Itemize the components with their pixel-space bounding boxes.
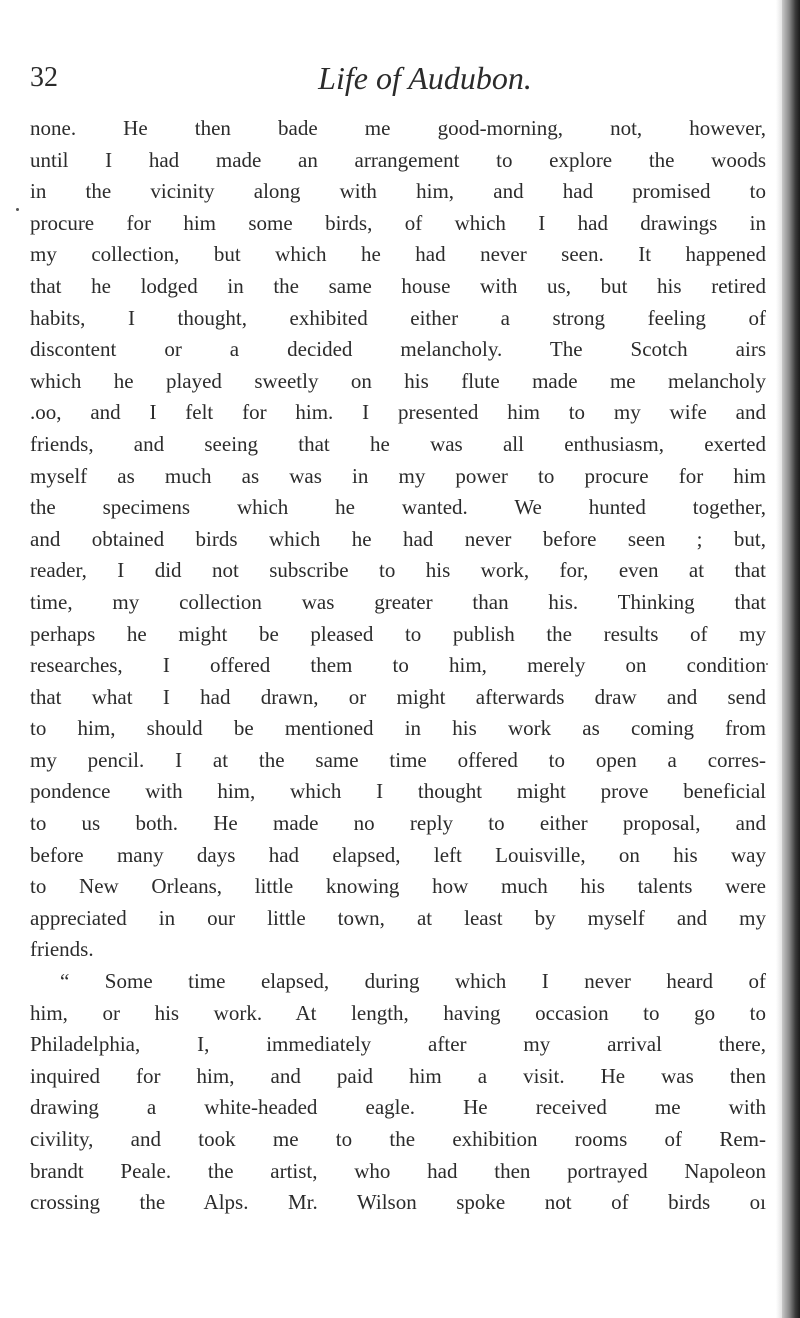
margin-speck [16,208,19,211]
text-line: procure for him some birds, of which I had drawings in [30,210,766,235]
text-line: to New Orleans, little knowing how much his talents were [30,874,766,899]
text-line: my pencil. I at the same time offered to open a corres- [30,747,766,772]
text-line: time, my collection was greater than his. Thinking that [30,589,766,614]
text-line: to him, should be mentioned in his work as coming from [30,716,766,741]
text-line: friends, and seeing that he was all enthusiasm, exerted [30,431,766,456]
text-line: reader, I did not subscribe to his work, for, even at that [30,558,766,583]
text-line: discontent or a decided melancholy. The Scotch airs [30,337,766,362]
running-head [30,58,780,98]
text-line: inquired for him, and paid him a visit. He was then [30,1063,766,1088]
text-line: crossing the Alps. Mr. Wilson spoke not of birds oı [30,1190,766,1215]
text-line: before many days had elapsed, left Louisville, on his way [30,842,766,867]
text-line: none. He then bade me good-morning, not, however, [30,116,766,140]
text-line: my collection, but which he had never seen. It happened [30,242,766,267]
text-line: civility, and took me to the exhibition rooms of Rem- [30,1127,766,1151]
body-text [30,113,766,1219]
page-edge-binding [782,0,800,1318]
text-line: which he played sweetly on his flute made me melancholy [30,368,766,393]
text-line: appreciated in our little town, at least by myself and my [30,905,766,930]
text-line: Philadelphia, I, immediately after my arrival there, [30,1032,766,1057]
text-line: drawing a white-headed eagle. He received me with [30,1095,766,1120]
text-line: the specimens which he wanted. We hunted together, [30,495,766,520]
text-line: to us both. He made no reply to either proposal, and [30,811,766,836]
text-line: perhaps he might be pleased to publish the results of my [30,621,766,646]
margin-speck [766,663,768,665]
text-line: pondence with him, which I thought might prove beneficial [30,779,766,804]
paragraph-end-line: friends. [30,937,94,962]
text-line: that he lodged in the same house with us, but his retired [30,273,766,298]
text-line: in the vicinity along with him, and had promised to [30,179,766,204]
text-line: him, or his work. At length, having occasion to go to [30,1000,766,1025]
paragraph-start-line: “ Some time elapsed, during which I never heard of [60,969,766,994]
text-line: and obtained birds which he had never before seen ; but, [30,526,766,551]
text-line: habits, I thought, exhibited either a strong feeling of [30,305,766,330]
book-title: Life of Audubon. [318,60,532,96]
page-number: 32 [30,62,58,93]
text-line: that what I had drawn, or might afterwards draw and send [30,684,766,709]
text-line: brandt Peale. the artist, who had then portrayed Napoleon [30,1158,766,1183]
text-line: researches, I offered them to him, merely on condition [30,653,766,678]
text-line: .oo, and I felt for him. I presented him to my wife and [30,400,766,425]
text-line: until I had made an arrangement to explore the woods [30,147,766,172]
text-line: myself as much as was in my power to procure for him [30,463,766,488]
